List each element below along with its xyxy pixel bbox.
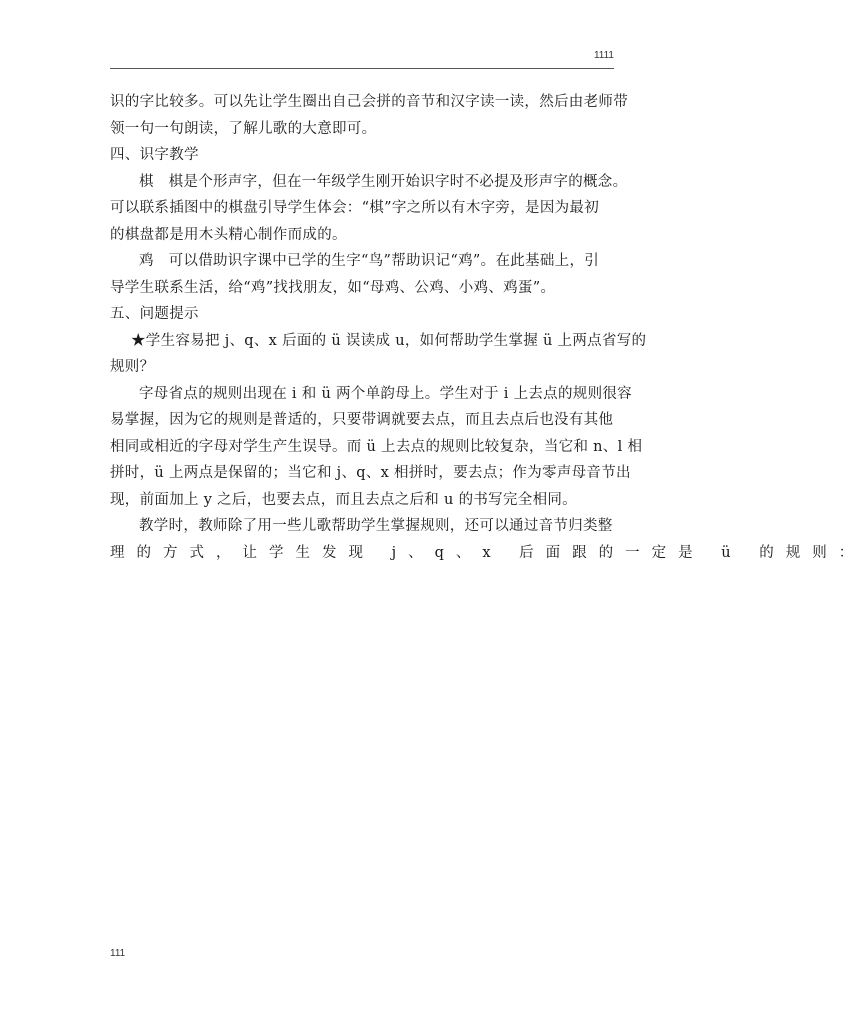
paragraph-line: 的棋盘都是用木头精心制作而成的。	[110, 226, 347, 243]
paragraph-line: 易掌握，因为它的规则是普适的，只要带调就要去点，而且去点后也没有其他	[110, 412, 614, 428]
question-line: ★学生容易把 j、q、x 后面的 ü 误读成 u，如何帮助学生掌握 ü 上两点省写的	[131, 332, 647, 349]
paragraph-line: 鸡 可以借助识字课中已学的生字“鸟”帮助识记“鸡”。在此基础上，引	[139, 253, 600, 269]
paragraph-line: 识的字比较多。可以先让学生圈出自己会拼的音节和汉字读一读，然后由老师带	[110, 94, 628, 110]
paragraph-line: 导学生联系生活，给“鸡”找找朋友，如“母鸡、公鸡、小鸡、鸡蛋”。	[110, 279, 556, 296]
question-line: 规则？	[110, 359, 155, 375]
footer-page-number: 111	[110, 948, 126, 959]
paragraph-line: 字母省点的规则出现在 i 和 ü 两个单韵母上。学生对于 i 上去点的规则很容	[139, 385, 632, 402]
paragraph-line: 现，前面加上 y 之后，也要去点，而且去点之后和 u 的书写完全相同。	[110, 491, 577, 508]
paragraph-line: 领一句一句朗读，了解儿歌的大意即可。	[110, 120, 377, 137]
header-divider	[110, 68, 614, 69]
paragraph-line: 拼时，ü 上两点是保留的；当它和 j、q、x 相拼时，要去点；作为零声母音节出	[110, 465, 631, 481]
section-heading-tips: 五、问题提示	[110, 306, 199, 322]
paragraph-line: 理的方式，让学生发现 j、q、x 后面跟的一定是 ü 的规则：	[110, 544, 865, 561]
paragraph-line: 棋 棋是个形声字，但在一年级学生刚开始识字时不必提及形声字的概念。	[139, 173, 628, 190]
section-heading-literacy: 四、识字教学	[110, 147, 199, 163]
paragraph-line: 相同或相近的字母对学生产生误导。而 ü 上去点的规则比较复杂，当它和 n、l 相	[110, 438, 643, 455]
paragraph-line: 可以联系插图中的棋盘引导学生体会：“棋”字之所以有木字旁，是因为最初	[110, 200, 600, 216]
paragraph-line: 教学时，教师除了用一些儿歌帮助学生掌握规则，还可以通过音节归类整	[139, 518, 613, 534]
document-body	[110, 89, 865, 566]
header-page-number: 1111	[593, 50, 614, 61]
